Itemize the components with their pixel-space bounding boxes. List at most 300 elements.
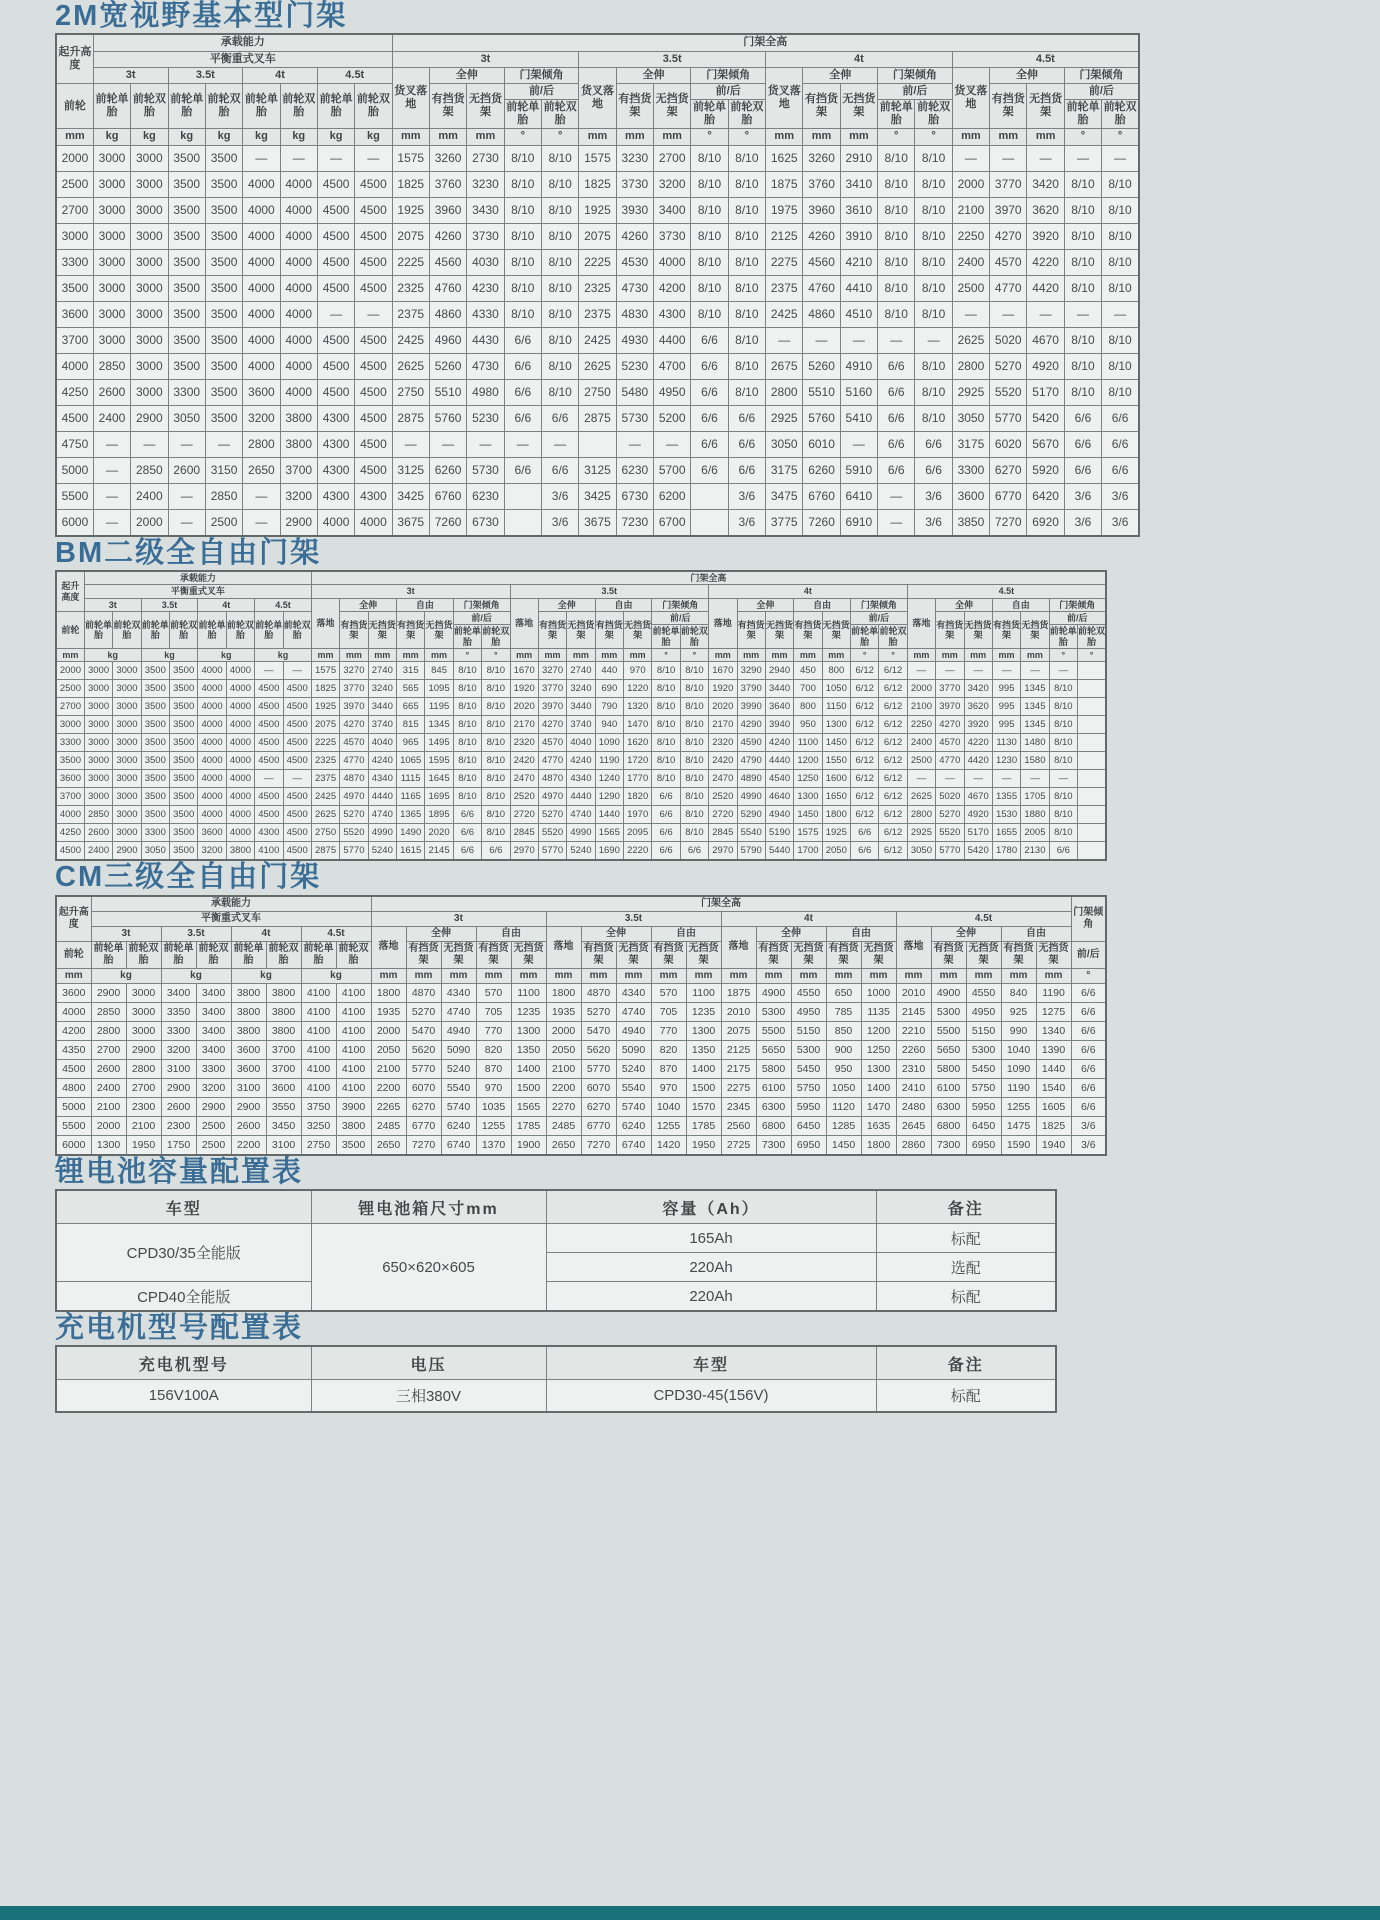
cell: 2095 — [624, 824, 652, 842]
cell: 8/10 — [1049, 752, 1077, 770]
cell: 3730 — [467, 223, 504, 249]
section-title-2m-mast: 2M宽视野基本型门架 — [55, 0, 348, 32]
header-cell: 自由 — [992, 598, 1049, 611]
cell: 3500 — [170, 788, 198, 806]
cell: 3000 — [113, 824, 141, 842]
header-row — [56, 926, 1106, 941]
cell: 2000 — [91, 1116, 126, 1135]
header-cell: mm — [990, 129, 1027, 145]
cell: 3290 — [737, 662, 765, 680]
cell: 4000 — [280, 171, 317, 197]
cell: 1940 — [1036, 1135, 1071, 1155]
cell: 6/12 — [851, 662, 879, 680]
header-cell: 前轮单胎 — [878, 100, 915, 129]
cell: 4770 — [990, 275, 1027, 301]
cell: 5520 — [936, 824, 964, 842]
cell: 1650 — [822, 788, 850, 806]
cell: 3620 — [964, 698, 992, 716]
bm-mast-spec-table — [55, 570, 1107, 861]
header-cell: kg — [131, 129, 168, 145]
cell: 6/6 — [1064, 431, 1101, 457]
header-cell: 门架倾角 — [504, 67, 579, 83]
cell: 6/6 — [1064, 405, 1101, 431]
header-cell: 落地 — [709, 598, 737, 648]
cell: 4000 — [198, 734, 226, 752]
cell: 4570 — [990, 249, 1027, 275]
header-cell: 前轮双胎 — [266, 941, 301, 968]
cell: 8/10 — [1049, 824, 1077, 842]
cell: 970 — [651, 1078, 686, 1097]
cell: 6760 — [803, 483, 840, 509]
cell: 3230 — [616, 145, 653, 171]
cell: 3000 — [131, 379, 168, 405]
cell: 2200 — [231, 1135, 266, 1155]
cell: 4770 — [936, 752, 964, 770]
cell: 4570 — [936, 734, 964, 752]
cell: 1255 — [651, 1116, 686, 1135]
header-cell: 前/后 — [1049, 612, 1106, 625]
cell: 1480 — [1021, 734, 1049, 752]
cell: 3910 — [840, 223, 877, 249]
cell: 3620 — [1027, 197, 1064, 223]
cell: 4000 — [226, 734, 254, 752]
header-cell: 货叉落地 — [392, 67, 429, 129]
cell: 标配 — [876, 1224, 1056, 1253]
header-cell: mm — [595, 649, 623, 662]
table-row — [56, 1116, 1106, 1135]
cell: 1190 — [595, 752, 623, 770]
cell: 8/10 — [652, 752, 680, 770]
table-row — [56, 483, 1139, 509]
cell: 2000 — [546, 1021, 581, 1040]
cell: 8/10 — [915, 405, 952, 431]
cell: 1000 — [861, 983, 896, 1002]
cell: — — [93, 431, 130, 457]
cell: 4000 — [56, 806, 84, 824]
cell: 2600 — [84, 824, 112, 842]
cell: 2725 — [721, 1135, 756, 1155]
cell: 8/10 — [728, 197, 765, 223]
cell: 1575 — [311, 662, 339, 680]
cell: — — [355, 301, 392, 327]
cell: 6730 — [467, 509, 504, 536]
cell: 1235 — [686, 1002, 721, 1021]
cell: 800 — [794, 698, 822, 716]
cell: 6/6 — [504, 379, 541, 405]
cell: 4860 — [429, 301, 466, 327]
cell: 3270 — [340, 662, 368, 680]
cell: 2560 — [721, 1116, 756, 1135]
cell: 8/10 — [680, 770, 708, 788]
cell: 4500 — [283, 842, 311, 861]
cell: 990 — [1001, 1021, 1036, 1040]
cell: — — [654, 431, 691, 457]
cell: 2700 — [56, 197, 93, 223]
table-row — [56, 806, 1106, 824]
cell: 4100 — [336, 1040, 371, 1059]
cell: 1575 — [579, 145, 616, 171]
cell: 2375 — [766, 275, 803, 301]
cell: 6/6 — [691, 405, 728, 431]
header-cell: 4.5t — [952, 51, 1139, 67]
header-cell: 无挡货架 — [441, 941, 476, 968]
cell: 705 — [476, 1002, 511, 1021]
cell: 4300 — [317, 405, 354, 431]
cell: 5920 — [1027, 457, 1064, 483]
cell: 2625 — [579, 353, 616, 379]
header-cell: 4t — [721, 911, 896, 926]
cell: 4000 — [243, 197, 280, 223]
footer-bar — [0, 1906, 1380, 1920]
header-cell: ° — [851, 649, 879, 662]
cell: 2750 — [301, 1135, 336, 1155]
cell: 3600 — [231, 1040, 266, 1059]
header-cell: 3.5t — [510, 585, 709, 598]
cell: 2020 — [709, 698, 737, 716]
cell: 3500 — [168, 171, 205, 197]
cell: 2005 — [1021, 824, 1049, 842]
header-cell: 备注 — [876, 1346, 1056, 1380]
cell: 3000 — [131, 171, 168, 197]
cell: 3000 — [56, 716, 84, 734]
cell: 4500 — [355, 223, 392, 249]
cell: 4500 — [283, 734, 311, 752]
header-cell: 锂电池箱尺寸mm — [311, 1190, 546, 1224]
cell: 8/10 — [504, 197, 541, 223]
header-cell: 3t — [91, 926, 161, 941]
cell: 2225 — [311, 734, 339, 752]
cell: 2325 — [311, 752, 339, 770]
cell: 4290 — [737, 716, 765, 734]
cell: 2220 — [624, 842, 652, 861]
cell: 5150 — [966, 1021, 1001, 1040]
cell: 6/12 — [879, 824, 907, 842]
cell: 6/12 — [851, 752, 879, 770]
cell: 7260 — [429, 509, 466, 536]
header-cell: ° — [1064, 129, 1101, 145]
cell: 4500 — [283, 698, 311, 716]
cell: 1935 — [546, 1002, 581, 1021]
cell: 6/12 — [851, 806, 879, 824]
cell: — — [355, 145, 392, 171]
cell: 5230 — [616, 353, 653, 379]
cell: 4000 — [280, 223, 317, 249]
cell: 3990 — [737, 698, 765, 716]
cell: 2720 — [510, 806, 538, 824]
cell: 4950 — [654, 379, 691, 405]
cell: 4990 — [567, 824, 595, 842]
cell: 4500 — [56, 842, 84, 861]
cell: 4920 — [1027, 353, 1064, 379]
cell: 2875 — [311, 842, 339, 861]
table-row — [56, 1224, 1056, 1253]
cell: — — [915, 327, 952, 353]
header-cell: 前轮双胎 — [1102, 100, 1139, 129]
cell: 3/6 — [541, 509, 578, 536]
cell: 4500 — [255, 698, 283, 716]
header-cell: 前轮单胎 — [1064, 100, 1101, 129]
cell: 8/10 — [728, 249, 765, 275]
header-row — [56, 612, 1106, 625]
header-cell: mm — [840, 129, 877, 145]
cell: 4500 — [355, 275, 392, 301]
cell: 2650 — [546, 1135, 581, 1155]
header-cell: 4.5t — [896, 911, 1071, 926]
cell: 5410 — [840, 405, 877, 431]
cell: 4500 — [317, 171, 354, 197]
cell: 5750 — [791, 1078, 826, 1097]
cell: — — [93, 457, 130, 483]
cell: 315 — [397, 662, 425, 680]
header-cell: mm — [826, 968, 861, 983]
header-cell: 无挡货架 — [425, 612, 453, 649]
cell: 3675 — [392, 509, 429, 536]
header-cell: 无挡货架 — [966, 941, 1001, 968]
table-row — [56, 509, 1139, 536]
cell: 3770 — [990, 171, 1027, 197]
cell: 3000 — [84, 734, 112, 752]
header-cell: 前轮单胎 — [504, 100, 541, 129]
cell: 4500 — [283, 680, 311, 698]
cell: 3050 — [168, 405, 205, 431]
cell: 6300 — [931, 1097, 966, 1116]
cell: 4430 — [467, 327, 504, 353]
cell: 6/6 — [691, 327, 728, 353]
cell: 3800 — [280, 431, 317, 457]
cell: 1190 — [1001, 1078, 1036, 1097]
header-cell: mm — [616, 968, 651, 983]
header-cell: mm — [340, 649, 368, 662]
cell: 3500 — [141, 734, 169, 752]
cell: 2400 — [84, 842, 112, 861]
cell: 3500 — [170, 770, 198, 788]
cell: 8/10 — [915, 223, 952, 249]
cell: — — [429, 431, 466, 457]
header-cell: 自由 — [595, 598, 652, 611]
cell: 4220 — [1027, 249, 1064, 275]
cell: 5760 — [803, 405, 840, 431]
cell: 2500 — [952, 275, 989, 301]
cell: 6/6 — [652, 806, 680, 824]
cell: 1285 — [826, 1116, 861, 1135]
cell: 5440 — [765, 842, 793, 861]
cell: 995 — [992, 716, 1020, 734]
cell: 1345 — [1021, 716, 1049, 734]
cell: — — [168, 431, 205, 457]
header-cell: mm — [709, 649, 737, 662]
cell: 1230 — [992, 752, 1020, 770]
cell: 4100 — [301, 1078, 336, 1097]
cell: 8/10 — [652, 680, 680, 698]
cell: 8/10 — [453, 752, 481, 770]
cell: 1570 — [686, 1097, 721, 1116]
cell: 3640 — [765, 698, 793, 716]
header-cell: mm — [1021, 649, 1049, 662]
cell: 2010 — [721, 1002, 756, 1021]
cell: 4500 — [355, 353, 392, 379]
cell: 3200 — [654, 171, 691, 197]
header-cell: mm — [1027, 129, 1064, 145]
cell: 3/6 — [1064, 509, 1101, 536]
cell: 845 — [425, 662, 453, 680]
cell: 2000 — [56, 662, 84, 680]
header-cell: ° — [482, 649, 510, 662]
header-cell: 承载能力 — [84, 571, 311, 585]
cell: 1200 — [794, 752, 822, 770]
cell: 8/10 — [482, 662, 510, 680]
cell: 3000 — [84, 680, 112, 698]
header-cell: 有挡货架 — [992, 612, 1020, 649]
cell: 3000 — [84, 662, 112, 680]
header-cell: mm — [392, 129, 429, 145]
cell: 5770 — [581, 1059, 616, 1078]
cell: 1090 — [595, 734, 623, 752]
cell: 3675 — [579, 509, 616, 536]
cell: 2300 — [126, 1097, 161, 1116]
cell: 2700 — [56, 698, 84, 716]
header-cell: 有挡货架 — [756, 941, 791, 968]
header-cell: 4t — [243, 67, 318, 83]
cell: 4270 — [936, 716, 964, 734]
cell: 4000 — [226, 698, 254, 716]
cell: 2265 — [371, 1097, 406, 1116]
cell: 8/10 — [482, 680, 510, 698]
header-cell: 全伸 — [340, 598, 397, 611]
header-cell: 前轮单胎 — [168, 83, 205, 129]
cell: 3600 — [952, 483, 989, 509]
header-cell: 货叉落地 — [766, 67, 803, 129]
cell: 8/10 — [541, 353, 578, 379]
cell: 3270 — [538, 662, 566, 680]
cell: 4230 — [467, 275, 504, 301]
cell: 2250 — [907, 716, 935, 734]
table-row — [56, 405, 1139, 431]
header-cell: 落地 — [721, 926, 756, 968]
cell: 6/6 — [541, 457, 578, 483]
cell: 850 — [826, 1021, 861, 1040]
cell: 3400 — [161, 983, 196, 1002]
cell: 3400 — [196, 983, 231, 1002]
header-cell: 全伸 — [737, 598, 794, 611]
header-cell: 门架倾角 — [1049, 598, 1106, 611]
cell: 5290 — [737, 806, 765, 824]
cell: 4910 — [840, 353, 877, 379]
cell: 2470 — [709, 770, 737, 788]
cell: 1900 — [511, 1135, 546, 1155]
cell: 8/10 — [1102, 379, 1139, 405]
cell: 2800 — [907, 806, 935, 824]
cell: 840 — [1001, 983, 1036, 1002]
cell: 2875 — [579, 405, 616, 431]
cell: 2970 — [709, 842, 737, 861]
cell: 2500 — [196, 1116, 231, 1135]
header-cell: mm — [791, 968, 826, 983]
table-row — [56, 1002, 1106, 1021]
cell: 3000 — [131, 275, 168, 301]
header-cell: 平衡重式叉车 — [93, 51, 392, 67]
cell: 3600 — [56, 983, 91, 1002]
cell: 1420 — [651, 1135, 686, 1155]
header-cell: 前轮双胎 — [280, 83, 317, 129]
cell: 6/6 — [504, 353, 541, 379]
cell: — — [255, 770, 283, 788]
header-cell: 3.5t — [579, 51, 766, 67]
cell: 3125 — [392, 457, 429, 483]
header-cell: 前轮 — [56, 612, 84, 649]
cell: 4100 — [301, 1059, 336, 1078]
header-cell: 前轮双胎 — [482, 626, 510, 647]
cell: 6260 — [803, 457, 840, 483]
cell: 3000 — [131, 327, 168, 353]
cell: 8/10 — [482, 770, 510, 788]
cell: 标配 — [876, 1282, 1056, 1312]
cell: 5730 — [616, 405, 653, 431]
table-row — [56, 431, 1139, 457]
cell: 4340 — [567, 770, 595, 788]
cell: 705 — [651, 1002, 686, 1021]
cell: 8/10 — [482, 806, 510, 824]
cell: 4000 — [243, 353, 280, 379]
header-cell: kg — [93, 129, 130, 145]
cell: 8/10 — [482, 788, 510, 806]
cell: 1565 — [595, 824, 623, 842]
charger-config-table — [55, 1345, 1057, 1413]
cell: 8/10 — [878, 249, 915, 275]
cell: 8/10 — [878, 301, 915, 327]
header-cell: 前轮 — [56, 83, 93, 129]
cell: 6/6 — [1049, 842, 1077, 861]
cell: 6/12 — [851, 698, 879, 716]
cell: — — [243, 509, 280, 536]
cell: 1500 — [686, 1078, 721, 1097]
cell: 5770 — [538, 842, 566, 861]
table-row — [56, 770, 1106, 788]
cell: 5420 — [1027, 405, 1064, 431]
cell: 3050 — [952, 405, 989, 431]
cell: 3450 — [266, 1116, 301, 1135]
cell: 4550 — [966, 983, 1001, 1002]
cell: 2625 — [907, 788, 935, 806]
cell: 1645 — [425, 770, 453, 788]
section-title-charger: 充电机型号配置表 — [55, 1312, 304, 1345]
cell: 8/10 — [1064, 171, 1101, 197]
cell: 8/10 — [728, 171, 765, 197]
table-row — [56, 171, 1139, 197]
header-cell: 前/后 — [652, 612, 709, 625]
cell: 665 — [397, 698, 425, 716]
cell: 1240 — [595, 770, 623, 788]
cell: CPD30-45(156V) — [546, 1380, 876, 1413]
cell: 7270 — [581, 1135, 616, 1155]
cell: 5020 — [936, 788, 964, 806]
table-row — [56, 734, 1106, 752]
header-cell: 全伸 — [429, 67, 504, 83]
table-row — [56, 842, 1106, 861]
section-bm-mast — [55, 537, 1380, 862]
cell: 3/6 — [1102, 509, 1139, 536]
header-cell: 有挡货架 — [803, 83, 840, 129]
cell: 970 — [476, 1078, 511, 1097]
cell: 5090 — [441, 1040, 476, 1059]
header-cell: 前轮双胎 — [1078, 626, 1106, 647]
cell: 6/12 — [879, 788, 907, 806]
cell: 4000 — [654, 249, 691, 275]
cell: 8/10 — [541, 223, 578, 249]
cell: 2100 — [91, 1097, 126, 1116]
cell: 3800 — [336, 1116, 371, 1135]
cell: 3/6 — [1102, 483, 1139, 509]
cell: 2000 — [907, 680, 935, 698]
